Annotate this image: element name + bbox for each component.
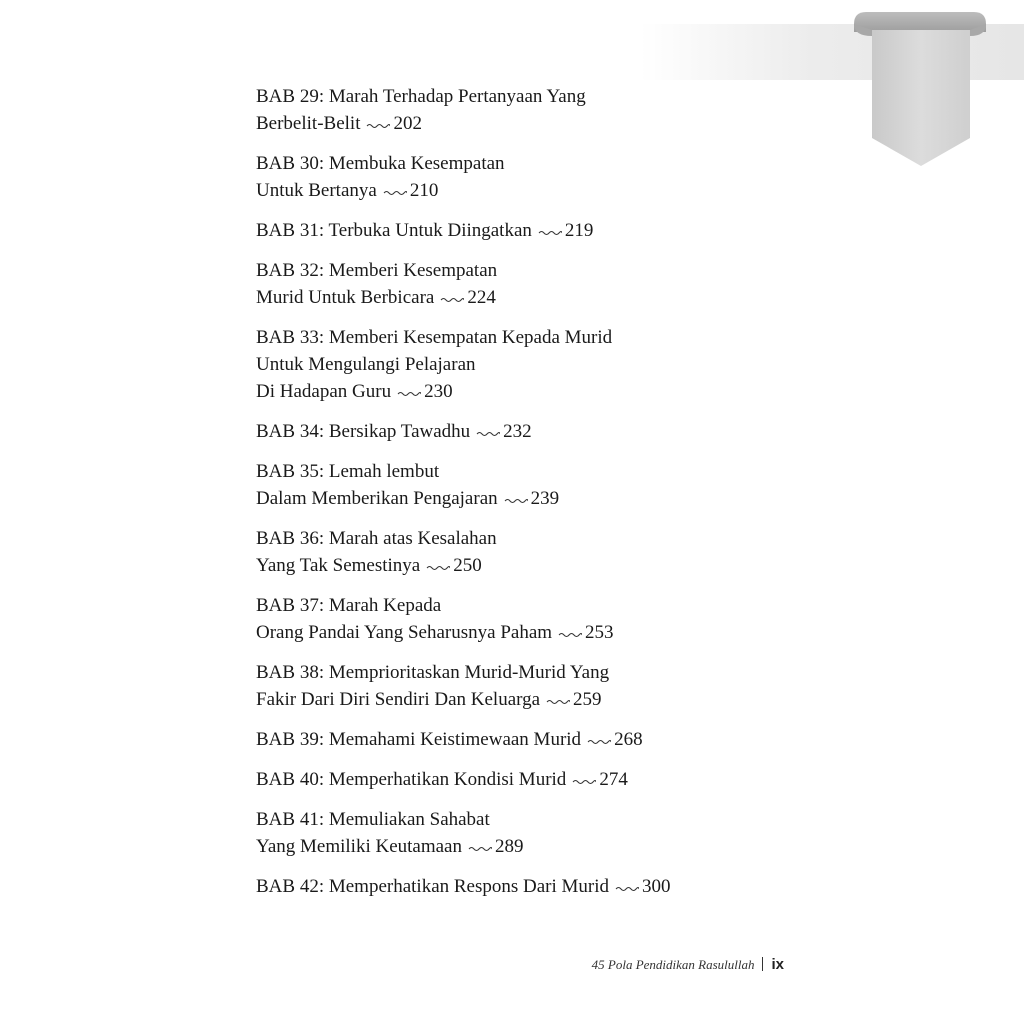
tilde-leader-icon — [587, 738, 611, 746]
chapter-title-text: BAB 34: Bersikap Tawadhu — [256, 421, 471, 442]
page-number: ix — [771, 956, 784, 973]
page-ref: 224 — [467, 287, 496, 308]
tilde-leader-icon — [558, 631, 582, 639]
chapter-title-text: Yang Tak Semestinya — [256, 555, 421, 576]
toc-line — [256, 378, 816, 405]
chapter-title-text: Fakir Dari Diri Sendiri Dan Keluarga — [256, 689, 541, 710]
toc-entry — [256, 324, 816, 405]
tilde-leader-icon — [572, 778, 596, 786]
chapter-title-text: BAB 29: Marah Terhadap Pertanyaan Yang — [256, 86, 586, 107]
toc-line — [256, 766, 816, 793]
toc-entry — [256, 659, 816, 713]
page-ref: 250 — [453, 555, 482, 576]
tilde-leader-icon — [383, 189, 407, 197]
toc-entry — [256, 150, 816, 204]
chapter-title-text: BAB 36: Marah atas Kesalahan — [256, 528, 497, 549]
toc-entry — [256, 525, 816, 579]
tilde-leader-icon — [546, 698, 570, 706]
toc-line — [256, 257, 816, 284]
toc-line — [256, 686, 816, 713]
chapter-title-text: BAB 35: Lemah lembut — [256, 461, 440, 482]
page-ref: 230 — [424, 381, 453, 402]
chapter-title-text: BAB 31: Terbuka Untuk Diingatkan — [256, 220, 532, 241]
page-ref: 219 — [564, 220, 594, 241]
toc-entry — [256, 592, 816, 646]
chapter-title-text: BAB 32: Memberi Kesempatan — [256, 260, 498, 281]
tilde-leader-icon — [366, 122, 390, 130]
tilde-leader-icon — [476, 430, 500, 438]
chapter-title-text: Untuk Mengulangi Pelajaran — [256, 354, 476, 375]
toc-line — [256, 324, 816, 351]
toc-line — [256, 659, 816, 686]
page-ref: 239 — [530, 488, 560, 509]
page-footer — [560, 956, 784, 974]
tilde-leader-icon — [538, 229, 562, 237]
chapter-title-text: BAB 37: Marah Kepada — [256, 595, 442, 616]
page-ref: 274 — [599, 769, 628, 790]
page-ref: 232 — [503, 421, 532, 442]
tilde-leader-icon — [468, 845, 492, 853]
toc-entry — [256, 458, 816, 512]
toc-line — [256, 592, 816, 619]
chapter-title-text: Dalam Memberikan Pengajaran — [256, 488, 498, 509]
toc-line — [256, 284, 816, 311]
page-ref: 289 — [495, 836, 524, 857]
page-ref: 300 — [642, 876, 671, 897]
toc-line — [256, 726, 816, 753]
chapter-title-text: Untuk Bertanya — [256, 180, 377, 201]
toc-line — [256, 110, 816, 137]
chapter-title-text: BAB 33: Memberi Kesempatan Kepada Murid — [256, 327, 613, 348]
toc-line — [256, 552, 816, 579]
toc-entry — [256, 806, 816, 860]
toc-entry — [256, 726, 816, 753]
page-ref: 210 — [409, 180, 439, 201]
tilde-leader-icon — [615, 885, 639, 893]
page-ref: 253 — [585, 622, 614, 643]
toc-entry — [256, 257, 816, 311]
tilde-leader-icon — [504, 497, 528, 505]
toc-line — [256, 833, 816, 860]
toc-entry — [256, 217, 816, 244]
chapter-title-text: BAB 39: Memahami Keistimewaan Murid — [256, 729, 582, 750]
toc-entry — [256, 83, 816, 137]
toc-line — [256, 458, 816, 485]
bookmark-ribbon-icon — [850, 10, 990, 170]
chapter-title-text: Orang Pandai Yang Seharusnya Paham — [256, 622, 553, 643]
chapter-title-text: Yang Memiliki Keutamaan — [256, 836, 462, 857]
tilde-leader-icon — [397, 390, 421, 398]
book-title: 45 Pola Pendidikan Rasulullah — [591, 957, 755, 972]
page-ref: 259 — [573, 689, 602, 710]
chapter-title-text: BAB 30: Membuka Kesempatan — [256, 153, 505, 174]
toc-line — [256, 150, 816, 177]
chapter-title-text: Murid Untuk Berbicara — [256, 287, 435, 308]
toc-line — [256, 485, 816, 512]
chapter-title-text: BAB 41: Memuliakan Sahabat — [256, 809, 490, 830]
toc-entry — [256, 418, 816, 445]
toc-line — [256, 619, 816, 646]
toc-line — [256, 525, 816, 552]
page-ref: 268 — [614, 729, 643, 750]
toc-entry — [256, 766, 816, 793]
toc-entry — [256, 873, 816, 900]
toc-line — [256, 351, 816, 378]
tilde-leader-icon — [426, 564, 450, 572]
footer-divider — [762, 957, 763, 971]
toc-line — [256, 217, 816, 244]
chapter-title-text: BAB 40: Memperhatikan Kondisi Murid — [256, 769, 567, 790]
table-of-contents — [256, 83, 816, 913]
toc-line — [256, 873, 816, 900]
chapter-title-text: BAB 42: Memperhatikan Respons Dari Murid — [256, 876, 610, 897]
toc-line — [256, 806, 816, 833]
toc-line — [256, 418, 816, 445]
chapter-title-text: BAB 38: Memprioritaskan Murid-Murid Yang — [256, 662, 610, 683]
toc-line — [256, 177, 816, 204]
tilde-leader-icon — [440, 296, 464, 304]
chapter-title-text: Di Hadapan Guru — [256, 381, 392, 402]
toc-line — [256, 83, 816, 110]
chapter-title-text: Berbelit-Belit — [256, 113, 361, 134]
page-ref: 202 — [393, 113, 422, 134]
